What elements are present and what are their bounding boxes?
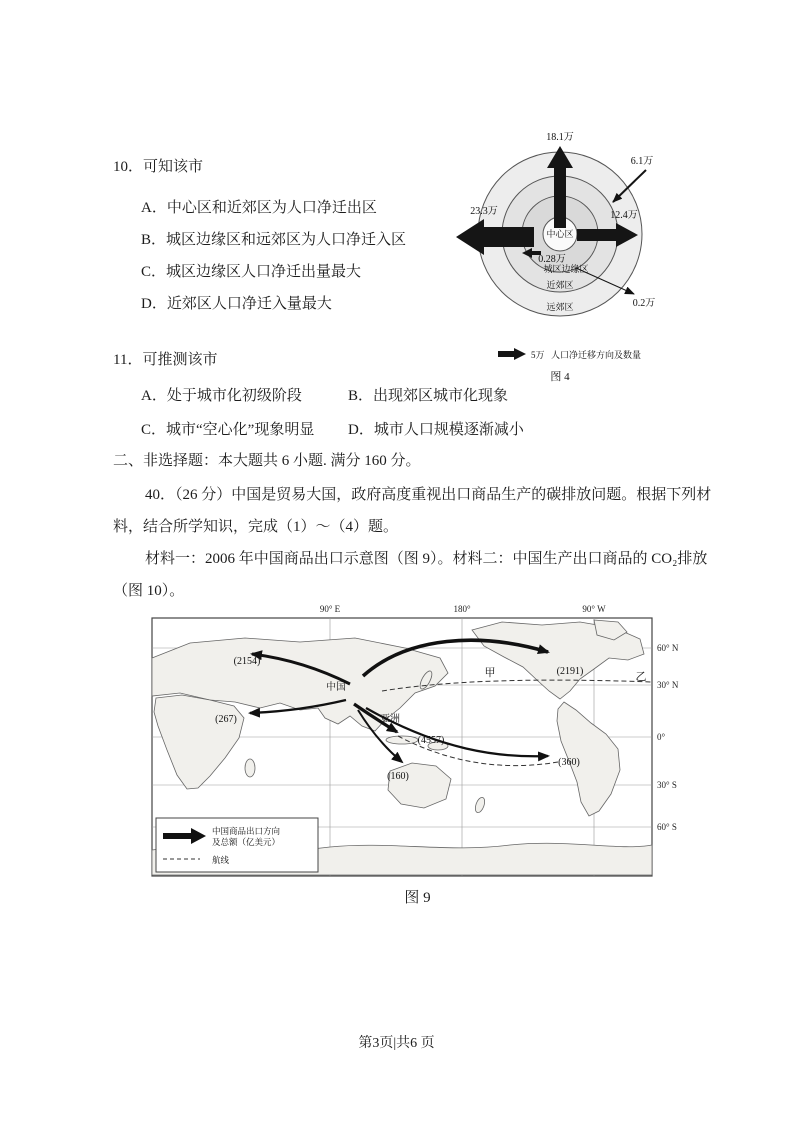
indonesia-shape [386, 736, 418, 744]
label-jia: 甲 [484, 667, 496, 679]
flow-up-value: 18.1万 [546, 132, 574, 143]
question-10-option-a: A．中心区和近郊区为人口净迁出区 [141, 200, 377, 216]
lon-90e-label: 90° E [319, 604, 341, 614]
legend-scale-label: 5万 [531, 350, 545, 360]
question-11-option-c: C．城市“空心化”现象明显 [141, 422, 315, 438]
question-10-option-b: B．城区边缘区和远郊区为人口净迁入区 [141, 232, 407, 248]
flow-topright-value: 6.1万 [630, 156, 654, 167]
label-yi: 乙 [635, 671, 647, 683]
flow-inner-value: 0.28万 [538, 254, 566, 265]
lat-0-label: 0° [657, 732, 666, 742]
madagascar-shape [245, 759, 255, 777]
question-40-material-line-1: 材料一：2006 年中国商品出口示意图（图 9）。材料二：中国生产出口商品的 CO₂排放 [145, 551, 708, 567]
question-40-material-line-2: （图 10）。 [113, 583, 185, 599]
figure-9-export-map [150, 598, 685, 883]
section-2-header: 二、非选择题：本大题共 6 小题. 满分 160 分。 [113, 453, 421, 469]
zone-near-suburb-label: 近郊区 [546, 280, 574, 290]
flow-left-value: 23.3万 [470, 206, 498, 217]
lat-30n-label: 30° N [657, 680, 679, 690]
figure-4-legend [498, 348, 641, 360]
value-africa: (267) [215, 714, 237, 725]
zone-center-label: 中心区 [546, 229, 574, 239]
lon-180-label: 180° [453, 604, 471, 614]
page-footer: 第3页|共6 页 [358, 1036, 435, 1051]
longitude-labels [320, 604, 606, 614]
question-11-stem: 11．可推测该市 [113, 352, 218, 368]
lon-90w-label: 90° W [582, 604, 606, 614]
map-legend [156, 818, 318, 872]
question-11-option-d: D．城市人口规模逐渐减小 [348, 422, 524, 438]
figure-4-caption: 图 4 [550, 371, 570, 383]
lat-60s-label: 60° S [657, 822, 677, 832]
legend-route-label: 航线 [212, 855, 230, 865]
question-10-option-c: C．城区边缘区人口净迁出量最大 [141, 264, 362, 280]
flow-outer-value: 0.2万 [632, 298, 656, 309]
legend-arrow-icon [498, 348, 526, 360]
label-china: 中国 [326, 682, 346, 693]
lat-60n-label: 60° N [657, 643, 679, 653]
question-40-line-1: 40．（26 分）中国是贸易大国，政府高度重视出口商品生产的碳排放问题。根据下列材 [145, 487, 712, 503]
question-11-option-b: B．出现郊区城市化现象 [348, 388, 509, 404]
value-australia: (160) [387, 771, 409, 782]
value-north-america: (2191) [556, 666, 584, 677]
figure-4-migration-diagram [448, 122, 672, 387]
legend-line2: 及总额（亿美元） [212, 837, 281, 847]
question-11-option-a: A．处于城市化初级阶段 [141, 388, 302, 404]
lat-30s-label: 30° S [657, 780, 677, 790]
legend-line1: 中国商品出口方向 [212, 826, 281, 836]
legend-text-label: 人口净迁移方向及数量 [551, 350, 642, 360]
value-southeast-asia: (4557) [417, 735, 445, 746]
flow-right-value: 12.4万 [610, 210, 638, 221]
figure-9-caption: 图 9 [404, 890, 431, 906]
zone-far-suburb-label: 远郊区 [546, 302, 574, 312]
question-10-stem: 10．可知该市 [113, 159, 204, 175]
value-europe: (2154) [233, 656, 261, 667]
label-asia: 亚洲 [380, 714, 400, 725]
question-10-option-d: D．近郊区人口净迁入量最大 [141, 296, 332, 312]
latitude-labels [657, 643, 679, 832]
question-40-line-2: 料，结合所学知识，完成（1）～（4）题。 [113, 519, 399, 535]
value-south-america: (360) [558, 757, 580, 768]
zone-edge-label: 城区边缘区 [543, 264, 589, 274]
